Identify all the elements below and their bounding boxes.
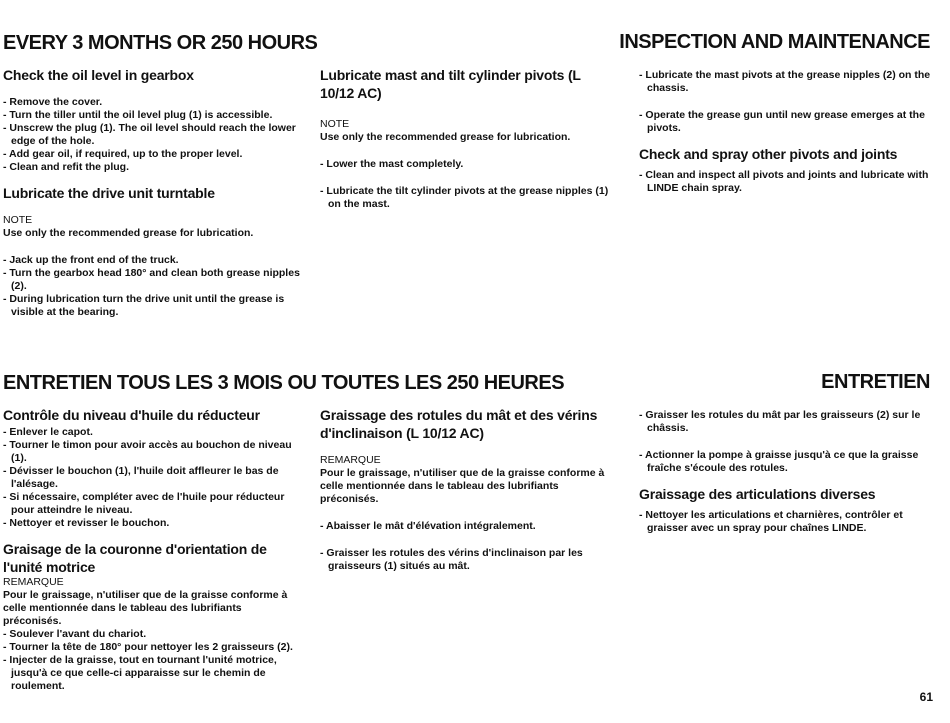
list-item: - Abaisser le mât d'élévation intégralement. (320, 520, 536, 532)
fr-heading-couronne: Graisage de la couronne d'orientation de l'unité motrice (3, 541, 267, 575)
note-text: Pour le graissage, n'utiliser que de la graisse conforme à celle mentionnée dans le tableau des lubrifiants préconisés. (320, 467, 605, 505)
list-item: - Dévisser le bouchon (1), l'huile doit affleurer le bas de l'alésage. (3, 465, 279, 490)
fr-rotules-steps (639, 409, 934, 475)
note-label: REMARQUE (3, 576, 64, 588)
fr-articulations-steps (639, 509, 934, 535)
en-pivot-steps (639, 169, 934, 195)
en-heading-gearbox: Check the oil level in gearbox (3, 67, 194, 83)
fr-heading-reducteur: Contrôle du niveau d'huile du réducteur (3, 407, 260, 423)
chapter-title-fr: ENTRETIEN (821, 371, 930, 393)
en-column-2 (320, 66, 618, 211)
fr-heading-mat: Graissage des rotules du mât et des vérins d'inclinaison (L 10/12 AC) (320, 407, 598, 441)
list-item: - Graisser les rotules du mât par les graisseurs (2) sur le châssis. (639, 409, 921, 434)
list-item: - Clean and inspect all pivots and joints and lubricate with LINDE chain spray. (639, 169, 929, 194)
spacer (639, 435, 934, 449)
fr-mat-steps (320, 520, 618, 573)
list-item: - Jack up the front end of the truck. (3, 254, 179, 266)
en-turntable-steps (3, 254, 301, 319)
spacer (639, 95, 934, 109)
list-item: - Remove the cover. (3, 96, 103, 108)
note-text: Pour le graissage, n'utiliser que de la graisse conforme à celle mentionnée dans le tableau des lubrifiants préconisés. (3, 589, 288, 627)
list-item: - Si nécessaire, compléter avec de l'huile pour réducteur pour atteindre le niveau. (3, 491, 285, 516)
list-item: - Turn the tiller until the oil level plug (1) is accessible. (3, 109, 273, 121)
spacer (320, 533, 618, 547)
en-heading-mast: Lubricate mast and tilt cylinder pivots (L 10/12 AC) (320, 67, 581, 101)
fr-column-2 (320, 406, 618, 573)
note-text: Use only the recommended grease for lubrication. (3, 227, 254, 239)
en-mast-pivot-steps (639, 69, 934, 135)
list-item: - Actionner la pompe à graisse jusqu'à ce que la graisse fraîche s'écoule des rotules. (639, 449, 919, 474)
en-mast-steps (320, 158, 618, 211)
chapter-title-en: INSPECTION AND MAINTENANCE (619, 31, 930, 53)
list-item: - Nettoyer les articulations et charnières, contrôler et graisser avec un spray pour chaînes LINDE. (639, 509, 903, 534)
list-item: - Nettoyer et revisser le bouchon. (3, 517, 170, 529)
en-column-1 (3, 66, 301, 319)
list-item: - Unscrew the plug (1). The oil level should reach the lower edge of the hole. (3, 122, 296, 147)
spacer (320, 171, 618, 185)
fr-heading-articulations: Graissage des articulations diverses (639, 486, 876, 502)
list-item: - Enlever le capot. (3, 426, 93, 438)
list-item: - Add gear oil, if required, up to the proper level. (3, 148, 243, 160)
list-item: - Lubricate the tilt cylinder pivots at the grease nipples (1) on the mast. (320, 185, 609, 210)
en-heading-turntable: Lubricate the drive unit turntable (3, 185, 215, 201)
list-item: - Tourner le timon pour avoir accès au bouchon de niveau (1). (3, 439, 292, 464)
list-item: - Soulever l'avant du chariot. (3, 628, 147, 640)
fr-column-1 (3, 406, 301, 693)
en-column-3 (639, 69, 934, 195)
list-item: - Tourner la tête de 180° pour nettoyer les 2 graisseurs (2). (3, 641, 293, 653)
fr-reducteur-steps (3, 426, 301, 530)
section-title-en: EVERY 3 MONTHS OR 250 HOURS (3, 32, 318, 54)
note-label: REMARQUE (320, 454, 381, 466)
note-label: NOTE (3, 214, 33, 226)
note-label: NOTE (320, 118, 350, 130)
page-number: 61 (919, 690, 933, 704)
fr-column-3 (639, 409, 934, 535)
list-item: - During lubrication turn the drive unit until the grease is visible at the bearing. (3, 293, 285, 318)
list-item: - Turn the gearbox head 180° and clean both grease nipples (2). (3, 267, 300, 292)
en-gearbox-steps (3, 96, 301, 174)
en-heading-pivots: Check and spray other pivots and joints (639, 146, 898, 162)
list-item: - Injecter de la graisse, tout en tournant l'unité motrice, jusqu'à ce que celle-ci apparaisse sur le chemin de roulement. (3, 654, 277, 692)
fr-couronne-steps (3, 628, 301, 693)
list-item: - Lubricate the mast pivots at the grease nipples (2) on the chassis. (639, 69, 931, 94)
list-item: - Clean and refit the plug. (3, 161, 130, 173)
list-item: - Graisser les rotules des vérins d'inclinaison par les graisseurs (1) situés au mât. (320, 547, 583, 572)
section-title-fr: ENTRETIEN TOUS LES 3 MOIS OU TOUTES LES 250 HEURES (3, 372, 565, 394)
list-item: - Lower the mast completely. (320, 158, 464, 170)
list-item: - Operate the grease gun until new grease emerges at the pivots. (639, 109, 925, 134)
note-text: Use only the recommended grease for lubrication. (320, 131, 571, 143)
